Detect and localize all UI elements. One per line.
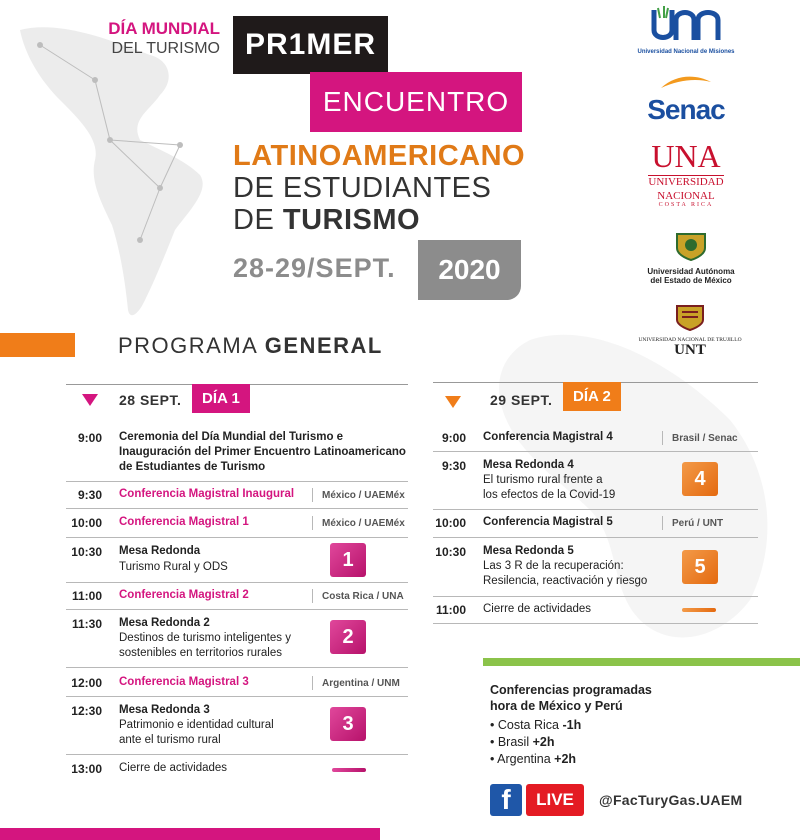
day1-sub-5b: sostenibles en territorios rurales: [119, 647, 282, 659]
uaem-line2: del Estado de México: [650, 276, 732, 285]
event-dates: 28-29/SEPT.: [233, 253, 396, 283]
encuentro-banner: ENCUENTRO: [310, 72, 522, 132]
dia-mundial-line1: DÍA MUNDIAL: [108, 19, 220, 38]
day2-sub-1b: los efectos de la Covid-19: [483, 489, 616, 501]
info-accent-bar: [483, 658, 800, 666]
general-word: GENERAL: [264, 333, 383, 358]
day1-country-6: Argentina / UNM: [322, 678, 400, 689]
day2-time-2: 10:00: [435, 516, 466, 530]
day1-sep-4: [66, 609, 408, 610]
day1-title-0b: Inauguración del Primer Encuentro Latinoamericano: [119, 446, 406, 458]
day1-vsep-6: [312, 676, 313, 690]
day2-sep-1: [433, 509, 758, 510]
day2-time-1: 9:30: [441, 459, 466, 473]
una-logo: [636, 140, 736, 208]
unt-caption: UNIVERSIDAD NACIONAL DE TRUJILLO: [638, 337, 742, 343]
day2-sub-3b: Resilencia, reactivación y riesgo: [483, 575, 648, 587]
timezone-argentina: • Argentina +2h: [490, 752, 577, 766]
day1-time-0: 9:00: [77, 431, 102, 445]
unm-mark-icon: [650, 6, 722, 44]
day1-country-1: México / UAEMéx: [322, 490, 405, 501]
uaem-shield-icon: [674, 230, 708, 262]
day2-title-4: Cierre de actividades: [483, 603, 592, 615]
day2-country-0: Brasil / Senac: [672, 433, 738, 444]
day2-title-3: Mesa Redonda 5: [483, 545, 574, 557]
programa-title: [118, 333, 383, 359]
programa-word: PROGRAMA: [118, 333, 258, 358]
una-line1: UNIVERSIDAD: [648, 176, 724, 188]
unt-crest-icon: [673, 304, 707, 332]
day1-sub-3: Turismo Rural y ODS: [119, 561, 228, 573]
unt-big: UNT: [674, 342, 706, 358]
day1-sep-7: [66, 754, 408, 755]
live-button[interactable]: LIVE: [526, 784, 584, 816]
day2-title-2: Conferencia Magistral 5: [483, 516, 613, 528]
day1-sep-3: [66, 582, 408, 583]
day1-time-3: 10:30: [71, 545, 102, 559]
day1-title-8: Cierre de actividades: [119, 762, 228, 774]
day1-title-5: Mesa Redonda 2: [119, 617, 210, 629]
day2-sep-2: [433, 537, 758, 538]
day1-time-2: 10:00: [71, 516, 102, 530]
day1-time-5: 11:30: [71, 617, 102, 631]
de-word: DE: [233, 204, 275, 236]
unm-caption: Universidad Nacional de Misiones: [637, 49, 735, 55]
turismo-word: TURISMO: [282, 204, 421, 236]
day1-country-2: México / UAEMéx: [322, 518, 405, 529]
day2-sep-4: [433, 623, 758, 624]
facebook-icon[interactable]: f: [490, 784, 522, 816]
day2-country-2: Perú / UNT: [672, 518, 724, 529]
day1-title-2: Conferencia Magistral 1: [119, 516, 249, 528]
day2-sub-3a: Las 3 R de la recuperación:: [483, 560, 624, 572]
day2-triangle-icon: [445, 396, 461, 408]
mesa-number-badge-1: 1: [330, 543, 366, 577]
day2-time-0: 9:00: [441, 431, 466, 445]
mesa-number-badge-2: 2: [330, 620, 366, 654]
timezone-brasil: • Brasil +2h: [490, 735, 555, 749]
day1-sub-5a: Destinos de turismo inteligentes y: [119, 632, 291, 644]
day1-title-7: Mesa Redonda 3: [119, 704, 210, 716]
social-handle[interactable]: @FacTuryGas.UAEM: [599, 792, 743, 808]
day2-sep-3: [433, 596, 758, 597]
day2-time-3: 10:30: [435, 545, 466, 559]
day1-title-0a: Ceremonia del Día Mundial del Turismo e: [119, 431, 344, 443]
day2-time-4: 11:00: [435, 603, 466, 617]
day1-vsep-1: [312, 488, 313, 502]
bottom-accent-bar: [0, 828, 380, 840]
day1-sub-7a: Patrimonio e identidad cultural: [119, 719, 274, 731]
mesa-number-badge-4: 4: [682, 462, 718, 496]
day2-sub-1a: El turismo rural frente a: [483, 474, 603, 486]
unm-logo: [636, 6, 736, 55]
turismo-title: [233, 204, 420, 237]
senac-logo: [636, 72, 736, 123]
day2-vsep-2: [662, 516, 663, 530]
day1-triangle-icon: [82, 394, 98, 406]
primer-banner: PR1MER: [233, 16, 388, 74]
uaem-logo: [636, 230, 746, 285]
day2-title-0: Conferencia Magistral 4: [483, 431, 613, 443]
day1-title-0c: de Estudiantes de Turismo: [119, 461, 266, 473]
info-title: [490, 682, 652, 714]
day2-badge: DÍA 2: [563, 382, 621, 411]
day1-end-bar: [332, 768, 366, 772]
day1-time-6: 12:00: [71, 676, 102, 690]
day1-sub-7b: ante el turismo rural: [119, 734, 221, 746]
day2-end-bar: [682, 608, 716, 612]
day1-badge: DÍA 1: [192, 384, 250, 413]
day1-sep-5: [66, 667, 408, 668]
day2-vsep-0: [662, 431, 663, 445]
day1-time-4: 11:00: [71, 589, 102, 603]
day1-sep-2: [66, 537, 408, 538]
day1-time-7: 12:30: [71, 704, 102, 718]
day2-title-1: Mesa Redonda 4: [483, 459, 574, 471]
day1-sep-6: [66, 696, 408, 697]
day1-vsep-4: [312, 589, 313, 603]
info-title-line1: Conferencias programadas: [490, 683, 652, 697]
timezone-list: [490, 717, 581, 768]
day1-title-3: Mesa Redonda: [119, 545, 201, 557]
day1-title-1: Conferencia Magistral Inaugural: [119, 488, 295, 500]
mesa-number-badge-5: 5: [682, 550, 718, 584]
programa-accent-bar: [0, 333, 75, 357]
day1-sep-0: [66, 481, 408, 482]
unt-logo: [628, 304, 752, 357]
dia-mundial-line2: DEL TURISMO: [111, 40, 220, 57]
day2-sep-0: [433, 451, 758, 452]
timezone-costa-rica: • Costa Rica -1h: [490, 718, 582, 732]
day1-title-6: Conferencia Magistral 3: [119, 676, 249, 688]
day2-date: 29 SEPT.: [490, 392, 553, 408]
una-big: UNA: [651, 138, 721, 174]
day1-vsep-2: [312, 516, 313, 530]
day1-sep-1: [66, 508, 408, 509]
estudiantes-title: DE ESTUDIANTES: [233, 172, 492, 204]
day1-country-4: Costa Rica / UNA: [322, 591, 404, 602]
day1-title-4: Conferencia Magistral 2: [119, 589, 249, 601]
day1-date: 28 SEPT.: [119, 392, 182, 408]
day1-time-1: 9:30: [77, 488, 102, 502]
mesa-number-badge-3: 3: [330, 707, 366, 741]
day1-time-8: 13:00: [71, 762, 102, 776]
una-line2: NACIONAL: [657, 190, 715, 202]
info-title-line2: hora de México y Perú: [490, 699, 623, 713]
una-line3: COSTA RICA: [658, 202, 714, 208]
senac-wordmark: Senac: [647, 94, 725, 125]
event-year: 2020: [418, 240, 521, 300]
senac-swoosh-icon: [656, 72, 716, 92]
latinoamericano-title: LATINOAMERICANO: [233, 140, 526, 172]
uaem-line1: Universidad Autónoma: [647, 267, 735, 276]
